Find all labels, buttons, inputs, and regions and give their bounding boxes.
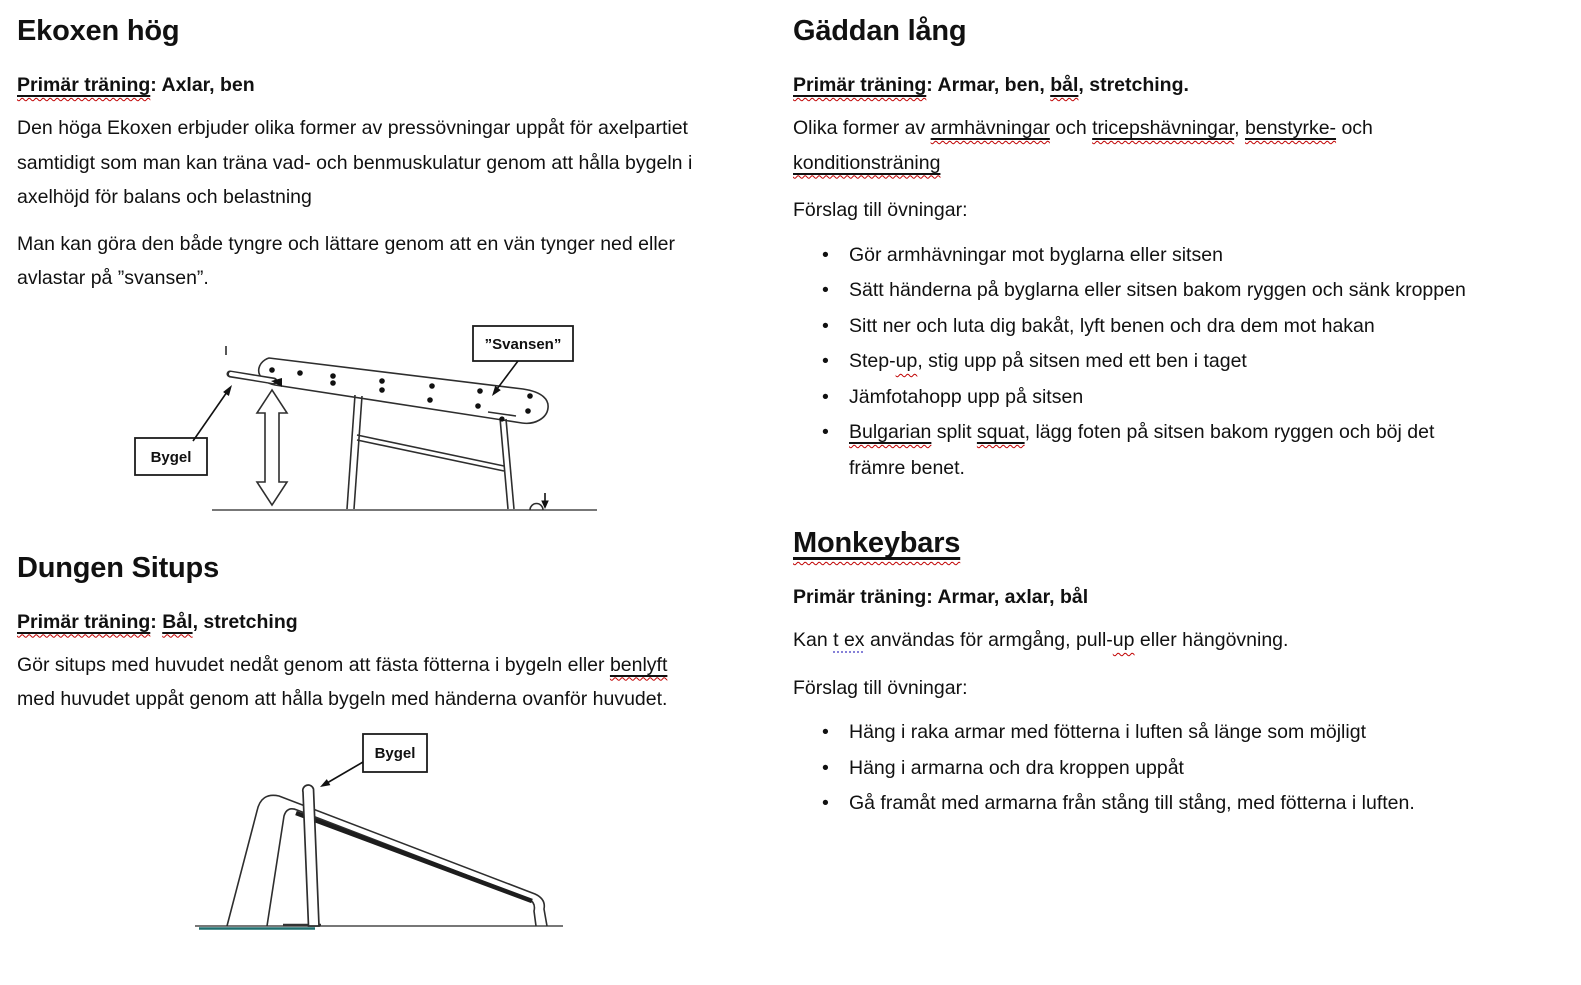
misspelled-word: up bbox=[1112, 629, 1135, 651]
svansen-label: ”Svansen” bbox=[484, 335, 562, 353]
dungen-para-post: med huvudet uppåt genom att hålla bygeln med händerna ovanför huvudet. bbox=[17, 688, 668, 710]
dungen-para-pre: Gör situps med huvudet nedåt genom att fästa fötterna i bygeln eller bbox=[17, 653, 610, 676]
section-heading-ekoxen: Ekoxen hög bbox=[17, 15, 180, 47]
ekoxen-primar-traning bbox=[17, 72, 707, 98]
hinge-bracket bbox=[488, 412, 516, 416]
b4-post: , stig upp på sitsen med ett ben i taget bbox=[917, 350, 1247, 372]
misspelled-word: Bål bbox=[162, 610, 193, 633]
list-item: • Gå framåt med armarna från stång till stång, med fötterna i luften. bbox=[849, 786, 1473, 822]
list-item: • Sitt ner och luta dig bakåt, lyft benen och dra dem mot hakan bbox=[849, 309, 1473, 345]
bygel-label: Bygel bbox=[150, 448, 192, 466]
ekoxen-paragraph-2: Man kan göra den både tyngre och lättare genom att en vän tynger ned eller avlastar på ”svansen”. bbox=[17, 232, 676, 289]
svansen-arrowhead bbox=[492, 385, 501, 395]
list-item bbox=[849, 415, 1473, 486]
dungen-paragraph bbox=[17, 648, 707, 717]
beam-outline bbox=[259, 358, 548, 423]
misspelled-word: benstyrke- bbox=[1245, 117, 1337, 139]
bygel-arrow-line bbox=[327, 762, 363, 783]
right-column bbox=[793, 0, 1473, 822]
gaddan-forslag-label: Förslag till övningar: bbox=[793, 199, 968, 221]
ekoxen-paragraph-1: Den höga Ekoxen erbjuder olika former av pressövningar uppåt för axelpartiet samtidigt som man kan träna vad- och benmuskulatur genom att hålla bygeln i axelhöjd för balans och belastning bbox=[17, 117, 693, 208]
list-item: • Sätt händerna på byglarna eller sitsen bakom ryggen och sänk kroppen bbox=[849, 273, 1473, 309]
svansen-arrow-line bbox=[497, 361, 518, 389]
gaddan-para-s2: och bbox=[1049, 117, 1093, 139]
misspelled-word: Bulgarian bbox=[849, 421, 932, 443]
monkeybars-paragraph bbox=[793, 623, 1473, 658]
list-item: • Häng i armarna och dra kroppen uppåt bbox=[849, 751, 1473, 787]
bench-frame bbox=[227, 795, 547, 926]
misspelled-word: up bbox=[895, 350, 918, 372]
section-heading-dungen: Dungen Situps bbox=[17, 551, 220, 584]
section-heading-gaddan: Gäddan lång bbox=[793, 15, 967, 47]
monkeybars-exercise-list bbox=[793, 715, 1473, 822]
hinge-bolt bbox=[499, 416, 504, 421]
gaddan-para-s4: och bbox=[1336, 117, 1373, 139]
monkeybars-forslag-label: Förslag till övningar: bbox=[793, 676, 968, 699]
misspelled-word: konditionsträning bbox=[793, 151, 941, 174]
gaddan-paragraph bbox=[793, 111, 1473, 180]
dungen-diagram bbox=[155, 729, 575, 949]
misspelled-word: Primär träning bbox=[17, 610, 151, 633]
ekoxen-diagram bbox=[85, 308, 605, 523]
gaddan-primar-rest: , stretching. bbox=[1078, 74, 1189, 96]
height-double-arrow bbox=[257, 390, 287, 505]
misspelled-word: armhävningar bbox=[930, 117, 1050, 139]
gaddan-primar-mid: : Armar, ben, bbox=[926, 74, 1051, 96]
misspelled-word: Primär träning bbox=[17, 74, 151, 96]
bench-rail bbox=[296, 813, 532, 901]
misspelled-word: benlyft bbox=[609, 653, 668, 676]
left-column bbox=[17, 0, 707, 949]
dungen-primar-traning bbox=[17, 609, 707, 635]
misspelled-word: Monkeybars bbox=[793, 527, 961, 559]
misspelled-word: squat bbox=[976, 421, 1025, 443]
list-item: • Gör armhävningar mot byglarna eller sitsen bbox=[849, 238, 1473, 274]
bygel-bar bbox=[303, 785, 319, 926]
b6-mid: split bbox=[931, 421, 977, 443]
list-item: • Häng i raka armar med fötterna i luften så länge som möjligt bbox=[849, 715, 1473, 751]
mb-para-pre: Kan bbox=[793, 629, 834, 651]
gaddan-para-s1: Olika former av bbox=[793, 117, 931, 139]
list-item bbox=[849, 344, 1473, 380]
gaddan-primar-traning bbox=[793, 72, 1473, 98]
gaddan-para-s3: , bbox=[1234, 117, 1245, 139]
gaddan-exercise-list bbox=[793, 238, 1473, 487]
dungen-primar-rest: , stretching bbox=[192, 610, 298, 633]
b4-pre: Step- bbox=[849, 350, 896, 372]
section-heading-monkeybars bbox=[793, 526, 1473, 560]
monkeybars-primar-traning: Primär träning: Armar, axlar, bål bbox=[793, 586, 1089, 608]
mb-para-post: eller hängövning. bbox=[1134, 629, 1289, 651]
misspelled-word: tricepshävningar bbox=[1092, 117, 1235, 139]
bygel-arrowhead bbox=[320, 779, 330, 787]
misspelled-word: bål bbox=[1050, 74, 1079, 96]
bygel-arrow-line bbox=[193, 392, 227, 441]
misspelled-word: Primär träning bbox=[793, 74, 927, 96]
ekoxen-primar-rest: : Axlar, ben bbox=[150, 74, 255, 96]
dungen-primar-colon: : bbox=[150, 610, 163, 633]
bygel-label: Bygel bbox=[374, 744, 416, 762]
b6-post: , lägg foten på sitsen bakom ryggen och böj det främre benet. bbox=[849, 421, 1435, 479]
dimension-arc bbox=[530, 503, 543, 510]
grammar-flagged-word: t ex bbox=[833, 629, 865, 651]
mb-para-mid: användas för armgång, pull- bbox=[864, 629, 1113, 651]
list-item: • Jämfotahopp upp på sitsen bbox=[849, 380, 1473, 416]
